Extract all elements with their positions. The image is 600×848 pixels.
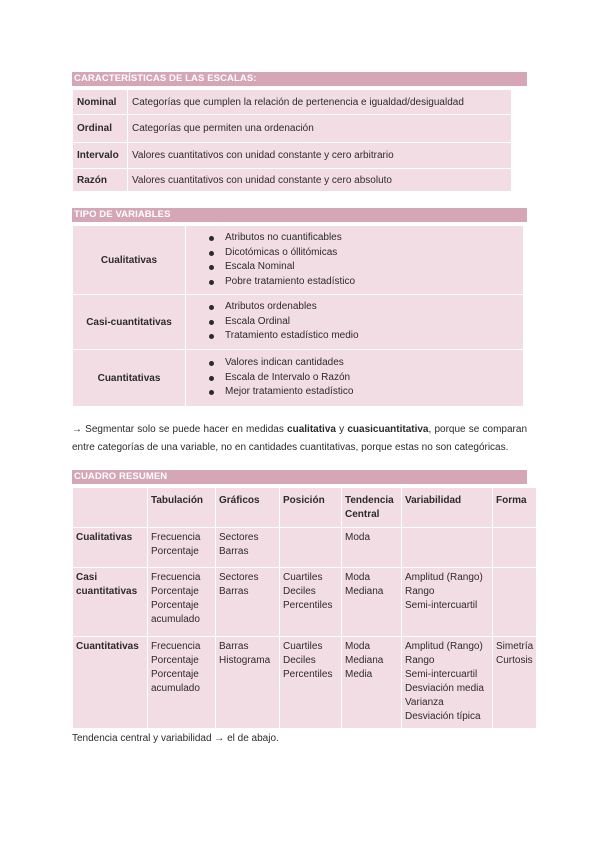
table-cell <box>493 637 537 729</box>
note-bold: cualitativa <box>287 424 336 435</box>
list-item: Valores indican cantidades <box>225 356 522 371</box>
cell-line: Porcentaje acumulado <box>151 669 200 694</box>
cell-line: Histograma <box>219 655 271 666</box>
escala-desc: Valores cuantitativos con unidad constante y cero arbitrario <box>128 143 512 169</box>
table-cell <box>493 568 537 637</box>
table-row <box>73 143 512 169</box>
cell-line: Barras <box>219 586 249 597</box>
resumen-table <box>72 487 537 729</box>
table-row <box>73 169 512 192</box>
row-label: Casi cuantitativas <box>73 568 148 637</box>
table-row <box>73 350 524 407</box>
column-header: Tabulación <box>148 488 216 528</box>
cell-line: Porcentaje <box>151 546 199 557</box>
cell-line: Porcentaje acumulado <box>151 600 200 625</box>
table-cell <box>402 568 493 637</box>
variable-name: Cuantitativas <box>73 350 186 407</box>
table-row <box>73 528 537 568</box>
table-row <box>73 637 537 729</box>
cell-line: Deciles <box>283 586 316 597</box>
variables-header: TIPO DE VARIABLES <box>72 208 527 222</box>
escala-name: Razón <box>73 169 128 192</box>
table-cell <box>216 637 280 729</box>
document-page <box>72 72 534 744</box>
row-label: Cuantitativas <box>73 637 148 729</box>
footer-note: Tendencia central y variabilidad → el de abajo. <box>72 733 279 744</box>
note-text: Segmentar solo se puede hacer en medidas <box>82 424 288 435</box>
column-header: Posición <box>280 488 342 528</box>
cell-line: Frecuencia <box>151 572 201 583</box>
cell-line: Simetría <box>496 641 534 652</box>
table-cell <box>342 568 402 637</box>
cell-line: Mediana <box>345 655 384 666</box>
row-label: Cualitativas <box>73 528 148 568</box>
variable-name: Cualitativas <box>73 226 186 295</box>
escala-desc: Valores cuantitativos con unidad constante y cero absoluto <box>128 169 512 192</box>
list-item: Atributos ordenables <box>225 300 522 315</box>
arrow-icon: → <box>72 424 82 435</box>
escala-desc: Categorías que permiten una ordenación <box>128 115 512 143</box>
cell-line: Deciles <box>283 655 316 666</box>
variable-items <box>186 295 524 350</box>
variable-name: Casi-cuantitativas <box>73 295 186 350</box>
list-item: Escala Ordinal <box>225 315 522 330</box>
table-header-row <box>73 488 537 528</box>
table-row <box>73 226 524 295</box>
resumen-header: CUADRO RESUMEN <box>72 470 527 484</box>
note-text: , porque se comparan entre categorías de una variable, no en cantidades cuantitativas, porque estas no son categóricas. <box>72 424 527 453</box>
escala-desc: Categorías que cumplen la relación de pertenencia e igualdad/desigualdad <box>128 90 512 115</box>
table-cell <box>402 637 493 729</box>
table-cell <box>280 568 342 637</box>
table-row <box>73 295 524 350</box>
list-item: Escala de Intervalo o Razón <box>225 371 522 386</box>
escalas-header: CARACTERÍSTICAS DE LAS ESCALAS: <box>72 72 527 86</box>
variables-table <box>72 225 524 407</box>
cell-line: Barras <box>219 641 249 652</box>
list-item: Mejor tratamiento estadístico <box>225 385 522 400</box>
list-item: Escala Nominal <box>225 260 522 275</box>
escala-name: Intervalo <box>73 143 128 169</box>
table-cell <box>342 528 402 568</box>
column-header: Forma <box>493 488 537 528</box>
cell-line: Porcentaje <box>151 655 199 666</box>
cell-line: Semi-intercuartil <box>405 669 478 680</box>
escala-name: Nominal <box>73 90 128 115</box>
table-cell <box>148 637 216 729</box>
cell-line: Curtosis <box>496 655 533 666</box>
cell-line: Frecuencia <box>151 532 201 543</box>
cell-line: Cuartiles <box>283 641 323 652</box>
note-text: y <box>335 424 348 435</box>
cell-line: Rango <box>405 586 435 597</box>
variable-items <box>186 350 524 407</box>
cell-line: Media <box>345 669 373 680</box>
cell-line: Amplitud (Rango) <box>405 641 483 652</box>
table-cell <box>216 568 280 637</box>
cell-line: Barras <box>219 546 249 557</box>
table-cell <box>493 528 537 568</box>
cell-line: Moda <box>345 572 371 583</box>
cell-line: Amplitud (Rango) <box>405 572 483 583</box>
list-item: Pobre tratamiento estadístico <box>225 275 522 290</box>
table-cell <box>216 528 280 568</box>
table-row <box>73 115 512 143</box>
cell-line: Sectores <box>219 572 259 583</box>
cell-line: Semi-intercuartil <box>405 600 478 611</box>
table-row <box>73 90 512 115</box>
table-cell <box>148 528 216 568</box>
column-header: Tendencia Central <box>342 488 402 528</box>
cell-line: Desviación típica <box>405 711 481 722</box>
table-cell <box>280 528 342 568</box>
cell-line: Percentiles <box>283 669 333 680</box>
cell-line: Cuartiles <box>283 572 323 583</box>
cell-line: Percentiles <box>283 600 333 611</box>
table-row <box>73 568 537 637</box>
cell-line: Moda <box>345 641 371 652</box>
list-item: Tratamiento estadístico medio <box>225 329 522 344</box>
column-header <box>73 488 148 528</box>
table-cell <box>342 637 402 729</box>
variable-items <box>186 226 524 295</box>
cell-line: Varianza <box>405 697 444 708</box>
table-cell <box>148 568 216 637</box>
column-header: Gráficos <box>216 488 280 528</box>
cell-line: Moda <box>345 532 371 543</box>
cell-line: Frecuencia <box>151 641 201 652</box>
cell-line: Rango <box>405 655 435 666</box>
table-cell <box>280 637 342 729</box>
list-item: Dicotómicas o óllitómicas <box>225 246 522 261</box>
cell-line: Sectores <box>219 532 259 543</box>
escalas-table <box>72 89 512 192</box>
table-cell <box>402 528 493 568</box>
column-header: Variabilidad <box>402 488 493 528</box>
cell-line: Porcentaje <box>151 586 199 597</box>
segmentation-note <box>72 421 527 456</box>
escala-name: Ordinal <box>73 115 128 143</box>
cell-line: Mediana <box>345 586 384 597</box>
cell-line: Desviación media <box>405 683 484 694</box>
list-item: Atributos no cuantificables <box>225 231 522 246</box>
note-bold: cuasicuantitativa <box>347 424 429 435</box>
